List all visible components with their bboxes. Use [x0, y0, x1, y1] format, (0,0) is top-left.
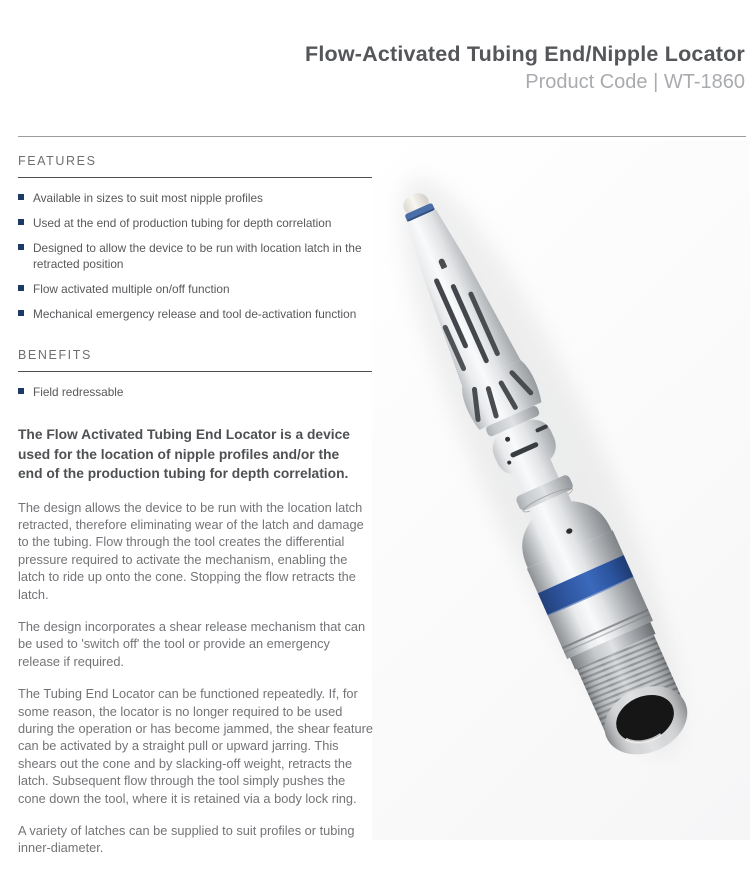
bullet-square-icon	[18, 388, 24, 394]
feature-text: Mechanical emergency release and tool de-activation function	[33, 306, 357, 321]
list-item	[18, 191, 372, 207]
lead-paragraph: The Flow Activated Tubing End Locator is a device used for the location of nipple profiles and/or the end of the production tubing for depth correlation.	[18, 426, 350, 482]
list-item	[18, 307, 372, 323]
body-paragraph: The design incorporates a shear release mechanism that can be used to 'switch off' the tool or provide an emergency release if required.	[18, 619, 366, 669]
body-paragraph: A variety of latches can be supplied to suit profiles or tubing inner-diameter.	[18, 822, 355, 856]
feature-text: Designed to allow the device to be run with location latch in the retracted position	[33, 241, 362, 271]
page-header	[305, 42, 745, 94]
page-title: Flow-Activated Tubing End/Nipple Locator	[305, 42, 745, 66]
list-item	[18, 282, 372, 298]
feature-text: Flow activated multiple on/off function	[33, 281, 230, 296]
bullet-square-icon	[18, 244, 24, 250]
text-column	[18, 154, 372, 870]
list-item	[18, 241, 372, 272]
feature-text: Used at the end of production tubing for depth correlation	[33, 216, 332, 231]
list-item	[18, 216, 372, 232]
benefits-heading: BENEFITS	[18, 348, 372, 372]
header-divider	[18, 136, 746, 137]
bullet-square-icon	[18, 310, 24, 316]
product-code: Product Code | WT-1860	[525, 71, 745, 93]
bullet-square-icon	[18, 194, 24, 200]
tool-body-group	[372, 153, 726, 779]
feature-text: Available in sizes to suit most nipple profiles	[33, 191, 263, 205]
benefits-list	[18, 385, 372, 401]
product-tool-image	[372, 146, 750, 851]
features-heading: FEATURES	[18, 154, 372, 178]
body-paragraph: The design allows the device to be run with the location latch retracted, therefore eliminating wear of the latch and damage to the tubing. Flow through the tool creates the differential pressure required to activate the mechanism, enabling the latch to ride up onto the cone. Stopping the flow retracts the latch.	[18, 499, 364, 602]
bullet-square-icon	[18, 285, 24, 291]
benefit-text: Field redressable	[33, 385, 124, 400]
bullet-square-icon	[18, 219, 24, 225]
body-paragraph: The Tubing End Locator can be functioned repeatedly. If, for some reason, the locator is no longer required to be used during the operation or has become jammed, the shear feature can be activated by a straight pull or upward jarring. This shears out the cone and by slacking-off weight, retracts the latch. Subsequent flow through the tool simply pushes the cone down the tool, where it is retained via a body lock ring.	[18, 686, 373, 806]
list-item	[18, 385, 372, 401]
features-list	[18, 191, 372, 322]
